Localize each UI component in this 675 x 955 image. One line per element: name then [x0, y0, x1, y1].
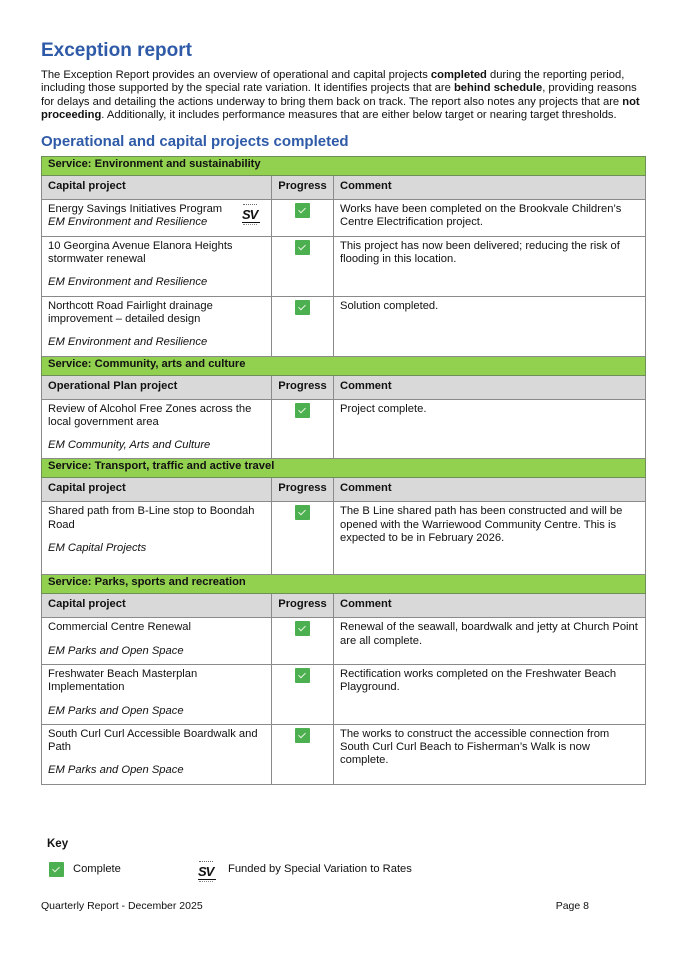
table-row	[42, 296, 646, 356]
service-row	[42, 459, 646, 478]
column-header-project: Capital project	[42, 176, 272, 200]
check-icon	[295, 621, 310, 636]
intro-paragraph	[41, 69, 645, 122]
check-icon	[295, 668, 310, 683]
column-header-project: Operational Plan project	[42, 375, 272, 399]
intro-text: The Exception Report provides an overview of operational and capital projects	[41, 69, 431, 81]
table-row	[42, 200, 646, 237]
service-label: Service: Environment and sustainability	[42, 157, 646, 176]
intro-text: , providing reasons for delays and detailing the actions underway to bring them back on track. The report also notes any projects that are	[41, 82, 637, 108]
service-label: Service: Parks, sports and recreation	[42, 575, 646, 594]
comment-cell: Rectification works completed on the Freshwater Beach Playground.	[334, 664, 646, 724]
comment-cell: Works have been completed on the Brookvale Children’s Centre Electrification project.	[334, 200, 646, 237]
project-cell	[42, 664, 272, 724]
column-header-progress: Progress	[272, 176, 334, 200]
table-row	[42, 724, 646, 784]
column-header-project: Capital project	[42, 478, 272, 502]
table-header-row	[42, 594, 646, 618]
progress-cell	[272, 399, 334, 459]
column-header-project: Capital project	[42, 594, 272, 618]
key-legend	[47, 838, 412, 879]
progress-cell	[272, 664, 334, 724]
check-icon	[295, 300, 310, 315]
page	[41, 40, 645, 785]
check-icon	[49, 862, 64, 877]
column-header-comment: Comment	[334, 176, 646, 200]
project-manager: EM Environment and Resilience	[48, 336, 208, 349]
project-name: Energy Savings Initiatives Program	[48, 203, 223, 216]
intro-emphasis: behind schedule	[453, 82, 543, 95]
comment-cell: This project has now been delivered; reducing the risk of flooding in this location.	[334, 236, 646, 296]
progress-cell	[272, 296, 334, 356]
check-icon	[295, 203, 310, 218]
table-header-row	[42, 478, 646, 502]
service-row	[42, 356, 646, 375]
project-manager: EM Parks and Open Space	[48, 704, 184, 717]
progress-cell	[272, 502, 334, 575]
comment-cell: Renewal of the seawall, boardwalk and jetty at Church Point are all complete.	[334, 618, 646, 665]
project-cell	[42, 236, 272, 296]
column-header-comment: Comment	[334, 594, 646, 618]
key-item-complete	[49, 862, 121, 877]
project-name: Northcott Road Fairlight drainage improvement – detailed design	[48, 299, 213, 325]
table-row	[42, 399, 646, 459]
project-name: Commercial Centre Renewal	[48, 621, 192, 634]
project-manager: EM Environment and Resilience	[48, 216, 208, 229]
key-label-sv: Funded by Special Variation to Rates	[228, 863, 412, 875]
table-header-row	[42, 176, 646, 200]
progress-cell	[272, 236, 334, 296]
page-title: Exception report	[41, 40, 192, 61]
project-manager: EM Community, Arts and Culture	[48, 439, 211, 452]
project-manager: EM Parks and Open Space	[48, 764, 184, 777]
table-header-row	[42, 375, 646, 399]
comment-cell: Project complete.	[334, 399, 646, 459]
project-cell	[42, 296, 272, 356]
table-row	[42, 664, 646, 724]
key-label-complete: Complete	[73, 863, 121, 875]
key-item-sv	[197, 862, 412, 886]
intro-emphasis: not proceeding	[41, 95, 640, 121]
project-name: 10 Georgina Avenue Elanora Heights stormwater renewal	[48, 239, 233, 266]
check-icon	[295, 240, 310, 255]
column-header-progress: Progress	[272, 375, 334, 399]
progress-cell	[272, 200, 334, 237]
intro-emphasis: completed	[430, 69, 487, 81]
project-name: South Curl Curl Accessible Boardwalk and Path	[48, 727, 258, 754]
table-row	[42, 502, 646, 575]
service-label: Service: Community, arts and culture	[42, 356, 646, 375]
progress-cell	[272, 618, 334, 665]
intro-text: during the reporting period, including those supported by the special rate variation. It identifies projects that are	[41, 69, 625, 95]
project-name: Freshwater Beach Masterplan Implementation	[48, 667, 198, 694]
sv-icon: SV	[197, 861, 219, 885]
service-row	[42, 157, 646, 176]
comment-cell: Solution completed.	[334, 296, 646, 356]
intro-text: . Additionally, it includes performance measures that are either below target or nearing target thresholds.	[101, 108, 617, 121]
footer-page-number: Page 8	[555, 900, 589, 912]
sv-icon: SV	[241, 204, 263, 228]
page-footer	[41, 900, 589, 912]
project-cell	[42, 502, 272, 575]
progress-cell	[272, 724, 334, 784]
comment-cell: The B Line shared path has been constructed and will be opened with the Warriewood Community Centre. This is expected to be in February 2026.	[334, 502, 646, 575]
column-header-comment: Comment	[334, 375, 646, 399]
column-header-progress: Progress	[272, 594, 334, 618]
column-header-progress: Progress	[272, 478, 334, 502]
check-icon	[295, 728, 310, 743]
project-cell	[42, 724, 272, 784]
service-label: Service: Transport, traffic and active travel	[42, 459, 646, 478]
projects-table	[41, 156, 646, 785]
project-manager: EM Parks and Open Space	[48, 644, 184, 657]
project-name: Review of Alcohol Free Zones across the local government area	[48, 402, 252, 428]
project-manager: EM Capital Projects	[48, 542, 147, 555]
section-title: Operational and capital projects completed	[41, 133, 349, 151]
key-title: Key	[47, 838, 69, 850]
project-name: Shared path from B-Line stop to Boondah Road	[48, 505, 255, 531]
comment-cell: The works to construct the accessible connection from South Curl Curl Beach to Fisherman’s Walk is now complete.	[334, 724, 646, 784]
footer-report-name: Quarterly Report - December 2025	[41, 900, 203, 912]
table-row	[42, 236, 646, 296]
check-icon	[295, 505, 310, 520]
column-header-comment: Comment	[334, 478, 646, 502]
table-row	[42, 618, 646, 665]
check-icon	[295, 403, 310, 418]
project-cell	[42, 399, 272, 459]
service-row	[42, 575, 646, 594]
project-manager: EM Environment and Resilience	[48, 276, 208, 289]
project-cell	[42, 618, 272, 665]
project-cell	[42, 200, 272, 237]
